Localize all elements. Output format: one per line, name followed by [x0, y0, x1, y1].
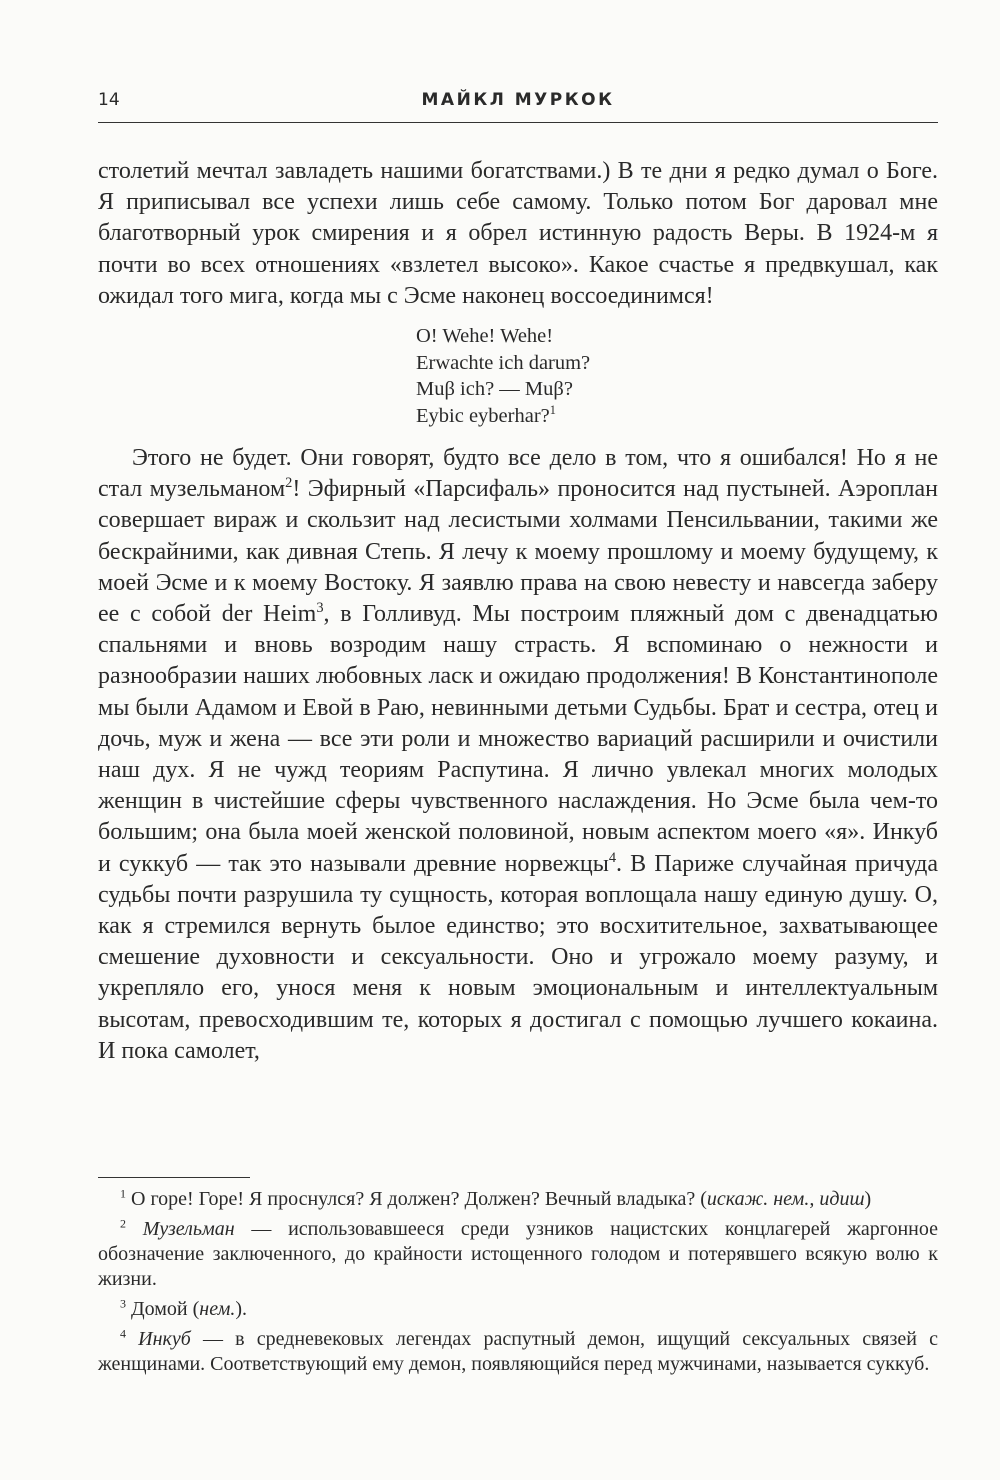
poem-line: O! Wehe! Wehe!: [416, 325, 554, 348]
footnote-text: ).: [235, 1298, 248, 1320]
footnote-text: — использовавшееся среди узников нацистских концлагерей жаргонное обозначение заключенного, до крайности истощенного голодом и потерявшего всякую волю к жизни.: [98, 1218, 939, 1290]
running-title: МАЙКЛ МУРКОК: [421, 90, 615, 110]
body-text: [98, 156, 938, 1067]
footnote-ref: 3: [316, 600, 324, 617]
poem-line: Erwachte ich darum?: [416, 351, 591, 374]
text-line: даровал мне благотворный урок смирения и я обрел истинную радость: [98, 189, 938, 247]
footnote-note: нем.: [199, 1298, 236, 1320]
paragraph-text: . В Париже случайная причуда судьбы почти разрушила ту сущность, которая воплощала нашу единую душу. О, как я стремился вернуть былое единство; это восхитительное, захватывающее смешение духовности и сексуальности. Оно и угрожало моему разуму, и укрепляло его, унося меня к новым эмоциональным и интеллектуальным высотам, превосходившим те, которых я достигал с помощью лучшего кокаина. И пока самолет,: [98, 850, 939, 1064]
page-number: 14: [98, 90, 120, 110]
opening-paragraph: [98, 156, 938, 312]
footnote-number: 3: [120, 1296, 126, 1311]
poem-line: Eybic eyberhar?: [416, 404, 550, 427]
footnote-number: 4: [120, 1326, 126, 1341]
footnote-divider: [98, 1177, 250, 1178]
text-line: столетий мечтал завладеть нашими богатствами.) В те дни я редко думал: [98, 158, 860, 184]
footnote-ref: 1: [549, 402, 556, 417]
main-paragraph: [98, 443, 938, 1067]
text-line: воссоединимся!: [550, 282, 714, 309]
paragraph-text: Этого не будет. Они говорят, будто все дело в том, что я ошибался! Но я не стал музельманом: [98, 445, 938, 503]
footnote-number: 2: [120, 1216, 126, 1231]
poem-line-with-ref: [416, 403, 938, 430]
footnote-term: Музельман: [142, 1218, 235, 1240]
footnote-number: 1: [120, 1186, 126, 1201]
poem-epigraph: [416, 323, 938, 429]
text-line: Веры. В 1924-м я почти во всех отношениях «взлетел высоко». Какое: [98, 220, 939, 278]
page-header: [98, 86, 938, 123]
poem-line: Muβ ich? — Muβ?: [416, 378, 573, 401]
footnote-1: [98, 1187, 938, 1212]
footnote-3: [98, 1297, 938, 1322]
footnote-4: [98, 1327, 938, 1377]
footnote-text: ): [864, 1188, 872, 1210]
footnotes: [98, 1187, 938, 1382]
text-line: счастье я предвкушал, как ожидал того мига, когда мы с Эсме наконец: [98, 251, 938, 309]
footnote-note: искаж. нем., идиш: [706, 1188, 865, 1210]
footnote-2: [98, 1217, 938, 1292]
footnote-term: Инкуб: [138, 1328, 191, 1350]
footnote-text: О горе! Горе! Я проснулся? Я должен? Должен? Вечный владыка? (: [131, 1188, 707, 1210]
footnote-ref: 4: [608, 849, 617, 866]
paragraph-text: ! Эфирный «Парсифаль» проносится над пустыней. Аэроплан совершает вираж и скользит над лесистыми холмами Пенсильвании, такими же бескрайними, как дивная Степь. Я лечу к моему прошлому и моему будущему, к моей Эсме и к моему Востоку. Я заявлю права на свою невесту и навсегда заберу ее с собой der Heim: [98, 476, 939, 628]
text-line: о Боге. Я приписывал все успехи лишь себе самому. Только потом Бог: [98, 158, 939, 216]
footnote-text: Домой (: [131, 1298, 200, 1320]
paragraph-text: , в Голливуд. Мы построим пляжный дом с двенадцатью спальнями и вновь возродим нашу страсть. Я вспоминаю о нежности и разнообразии наших любовных ласк и ожидаю продолжения! В Константинополе мы были Адамом и Евой в Раю, невинными детьми Судьбы. Брат и сестра, отец и дочь, муж и жена — все эти роли и множество вариаций расширили и очистили наш дух. Я не чужд теориям Распутина. Я лично увлекал многих молодых женщин в чистейшие сферы чувственного наслаждения. Но Эсме была чем-то большим; она была моей женской половиной, новым аспектом моего «я». Инкуб и суккуб — так это называли древние норвежцы: [98, 601, 938, 877]
footnote-ref: 2: [285, 475, 293, 492]
footnote-text: — в средневековых легендах распутный демон, ищущий сексуальных связей с женщинами. Соответствующий ему демон, появляющийся перед мужчинами, называется суккуб.: [98, 1328, 939, 1375]
